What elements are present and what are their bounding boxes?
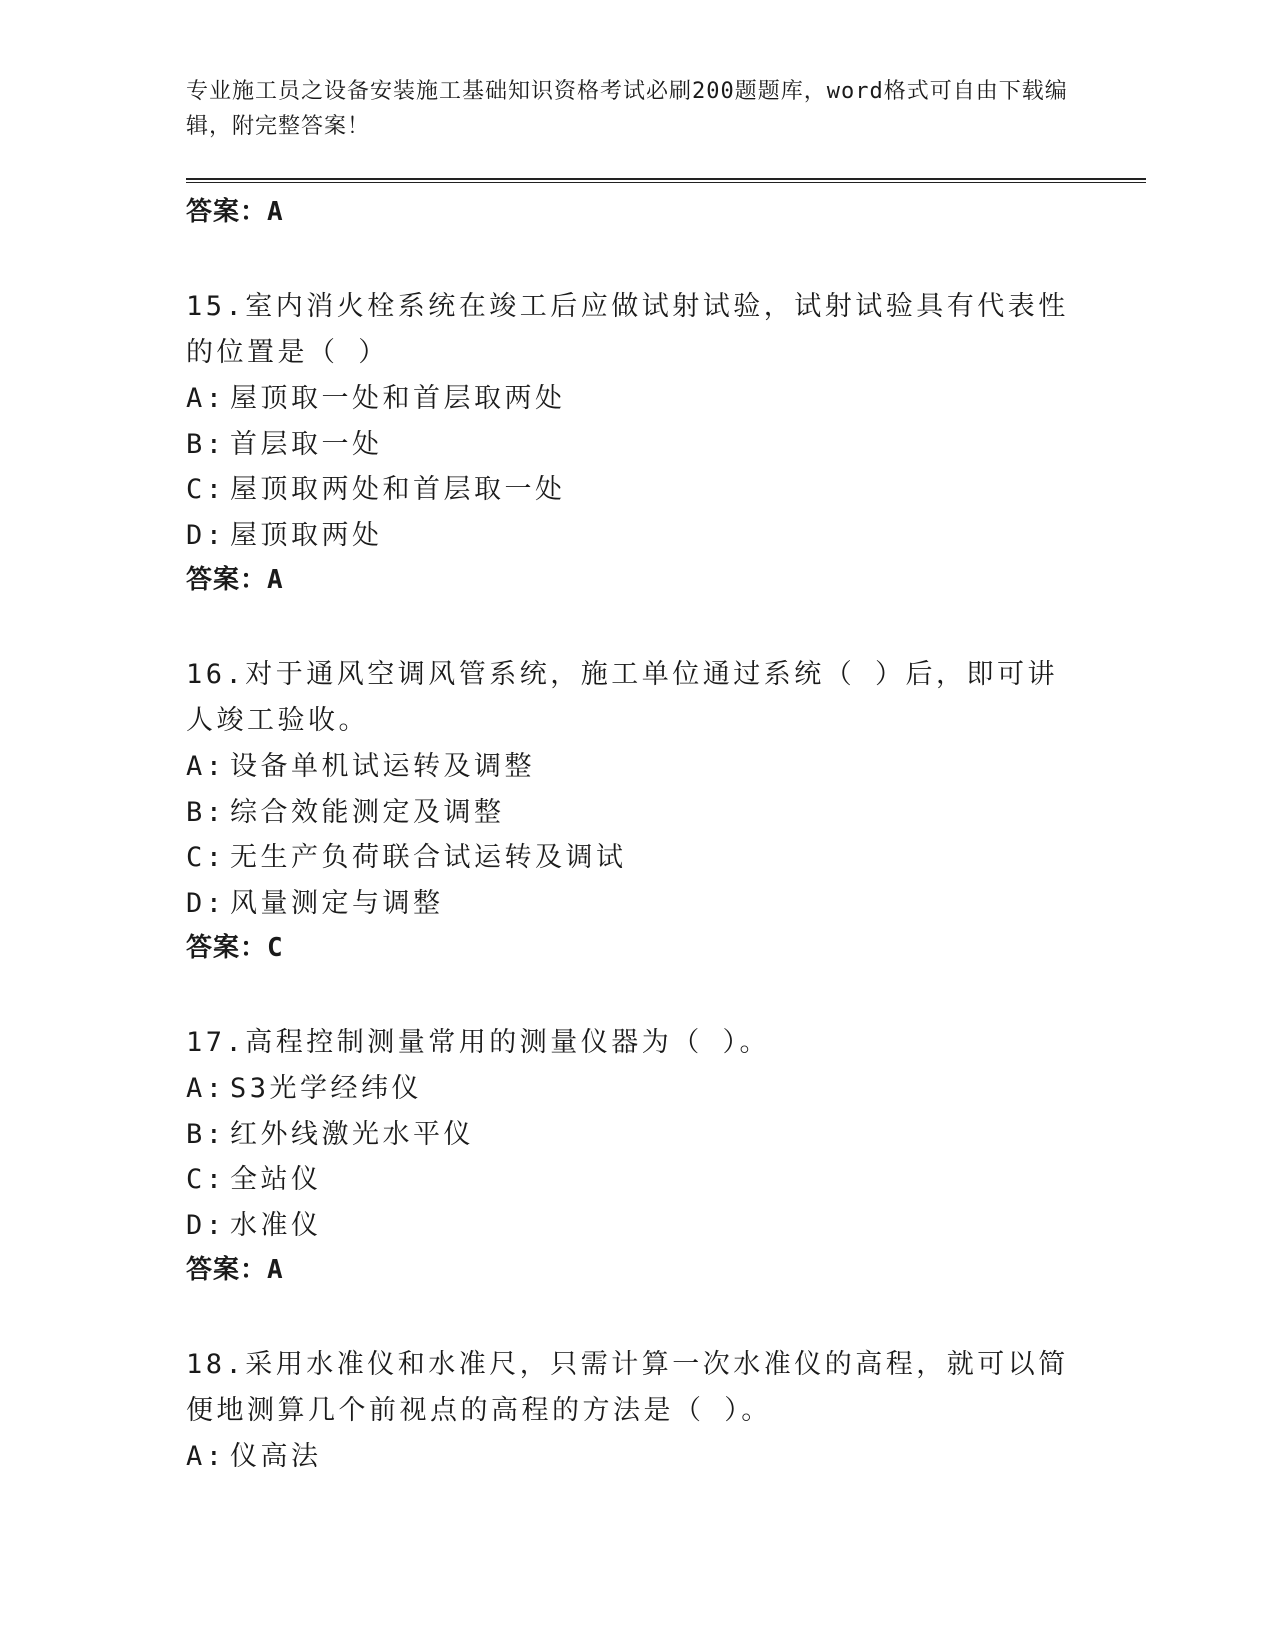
option-a [186,1434,1086,1480]
question-list [186,190,1086,1480]
option-a [186,1066,1086,1112]
option-text: 屋顶取两处和首层取一处 [230,474,566,505]
option-letter: B: [186,1118,226,1150]
option-letter: A: [186,383,226,414]
option-a [186,376,1086,422]
option-letter: D: [186,887,226,919]
answer-line: 答案：A [186,565,284,595]
option-text: 屋顶取两处 [230,519,383,551]
question-18 [186,1342,1086,1480]
option-text: 屋顶取一处和首层取两处 [230,383,566,414]
question-15 [186,284,1086,602]
question-17 [186,1020,1086,1292]
option-a [186,744,1086,790]
option-letter: D: [186,1209,226,1241]
option-d [186,513,1086,559]
question-stem: 15.室内消火栓系统在竣工后应做试射试验，试射试验具有代表性的位置是（ ） [186,291,1069,368]
option-letter: D: [186,519,226,551]
answer-line: 答案：C [186,933,284,963]
option-text: 全站仪 [230,1164,322,1195]
header-divider-thin [186,182,1146,183]
option-b [186,422,1086,468]
question-stem: 18.采用水准仪和水准尺，只需计算一次水准仪的高程，就可以简便地测算几个前视点的高程的方法是（ ）。 [186,1349,1069,1426]
option-text: 水准仪 [230,1209,322,1241]
previous-answer: 答案：A [186,197,284,227]
option-letter: C: [186,474,226,505]
option-letter: B: [186,428,226,460]
option-text: 设备单机试运转及调整 [230,751,535,782]
question-16 [186,652,1086,970]
option-d [186,881,1086,927]
option-letter: C: [186,1164,226,1195]
header-divider-thick [186,178,1146,180]
option-letter: A: [186,1073,226,1104]
option-text: 仪高法 [230,1441,322,1472]
option-text: S3光学经纬仪 [230,1073,423,1104]
question-stem: 16.对于通风空调风管系统，施工单位通过系统（ ）后，即可讲人竣工验收。 [186,659,1059,736]
option-text: 首层取一处 [230,428,383,460]
option-letter: A: [186,1441,226,1472]
option-letter: C: [186,842,226,873]
option-b [186,1112,1086,1158]
option-letter: B: [186,796,226,828]
option-text: 无生产负荷联合试运转及调试 [230,842,627,873]
option-d [186,1203,1086,1249]
document-header-title: 专业施工员之设备安装施工基础知识资格考试必刷200题题库，word格式可自由下载编辑，附完整答案！ [186,79,1068,139]
option-letter: A: [186,751,226,782]
option-text: 风量测定与调整 [230,887,444,919]
option-b [186,790,1086,836]
option-c [186,835,1086,881]
option-text: 综合效能测定及调整 [230,796,505,828]
answer-line: 答案：A [186,1255,284,1285]
option-c [186,1157,1086,1203]
option-text: 红外线激光水平仪 [230,1118,474,1150]
option-c [186,467,1086,513]
question-stem: 17.高程控制测量常用的测量仪器为（ ）。 [186,1027,771,1058]
